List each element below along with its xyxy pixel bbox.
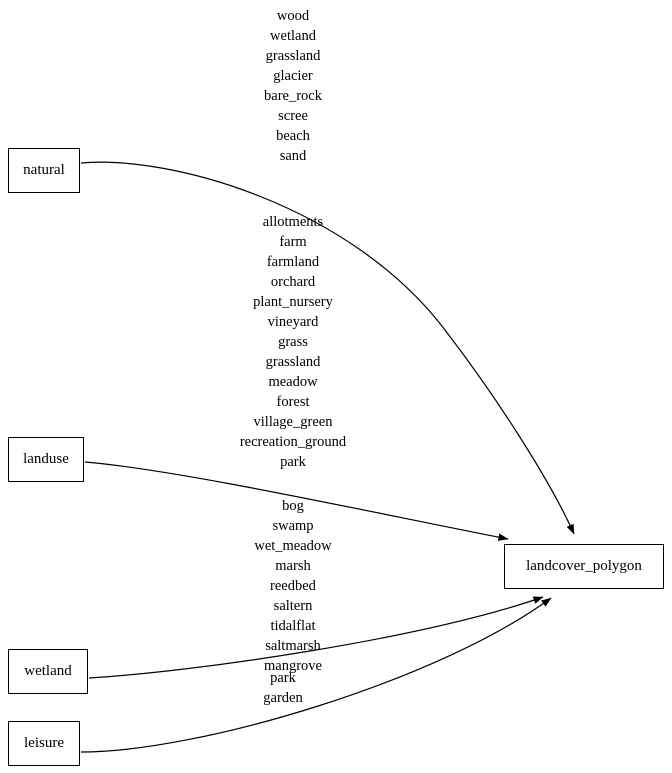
edge-label: village_green xyxy=(253,414,333,430)
edge-label: grassland xyxy=(265,48,321,64)
edge-label: grass xyxy=(278,334,308,350)
edge-label: wet_meadow xyxy=(254,538,332,554)
edge-label: tidalflat xyxy=(270,618,316,634)
edge-label: grassland xyxy=(265,354,321,370)
edge-label: reedbed xyxy=(270,578,316,594)
edge-label: wood xyxy=(276,8,310,24)
node-leisure[interactable] xyxy=(8,721,80,766)
edge-label: glacier xyxy=(273,68,313,84)
node-wetland[interactable] xyxy=(8,649,88,694)
edge-label: recreation_ground xyxy=(239,434,347,450)
edge-label: bog xyxy=(282,498,304,514)
edge-labels-landuse xyxy=(193,212,393,472)
edge-label: beach xyxy=(276,128,310,144)
edge-labels-leisure xyxy=(183,668,383,708)
node-label: landuse xyxy=(23,451,69,467)
edge-labels-natural xyxy=(193,6,393,166)
node-landcover-polygon[interactable] xyxy=(504,544,664,589)
edge-label: allotments xyxy=(262,214,324,230)
edge-label: mangrove xyxy=(264,658,322,674)
edge-label: saltern xyxy=(273,598,313,614)
edge-label: swamp xyxy=(272,518,314,534)
edge-label: orchard xyxy=(270,274,316,290)
edge-label: park xyxy=(280,454,306,470)
edge-labels-wetland xyxy=(193,496,393,676)
edge-label: marsh xyxy=(275,558,311,574)
edge-label: farm xyxy=(279,234,307,250)
edge-label: plant_nursery xyxy=(253,294,333,310)
edge-label: park xyxy=(270,670,296,686)
node-landuse[interactable] xyxy=(8,437,84,482)
edge-label: scree xyxy=(278,108,308,124)
edge-label: saltmarsh xyxy=(265,638,321,654)
edge-label: sand xyxy=(279,148,307,164)
edge-label: wetland xyxy=(270,28,316,44)
edge-label: forest xyxy=(276,394,310,410)
node-label: landcover_polygon xyxy=(526,558,642,574)
node-label: wetland xyxy=(24,663,72,679)
edge-label: vineyard xyxy=(267,314,319,330)
edge-label: bare_rock xyxy=(264,88,322,104)
node-label: leisure xyxy=(24,735,64,751)
edge-label: meadow xyxy=(268,374,318,390)
node-natural[interactable] xyxy=(8,148,80,193)
edge-label: garden xyxy=(263,690,303,706)
edge-label: farmland xyxy=(266,254,320,270)
node-label: natural xyxy=(23,162,65,178)
